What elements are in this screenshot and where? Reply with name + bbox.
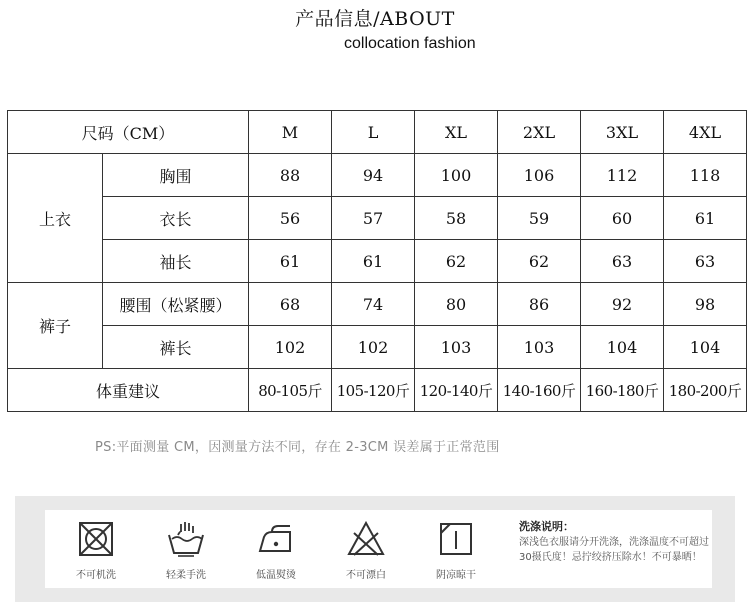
table-cell: 106 bbox=[498, 154, 581, 197]
size-table bbox=[7, 110, 747, 412]
table-cell: 103 bbox=[498, 326, 581, 369]
wash-title: 洗涤说明： bbox=[519, 520, 574, 533]
size-col-header: 2XL bbox=[498, 111, 581, 154]
weight-cell: 105-120斤 bbox=[332, 369, 415, 412]
wash-instructions bbox=[513, 510, 712, 588]
table-cell: 58 bbox=[415, 197, 498, 240]
table-row bbox=[8, 240, 747, 283]
table-cell: 102 bbox=[249, 326, 332, 369]
table-row bbox=[8, 197, 747, 240]
care-item bbox=[236, 510, 316, 588]
table-cell: 94 bbox=[332, 154, 415, 197]
shade-dry-icon bbox=[436, 519, 476, 559]
row-label: 袖长 bbox=[103, 240, 249, 283]
care-label: 不可漂白 bbox=[346, 570, 386, 581]
table-cell: 61 bbox=[332, 240, 415, 283]
care-item bbox=[326, 510, 406, 588]
table-cell: 63 bbox=[664, 240, 747, 283]
size-col-header: 4XL bbox=[664, 111, 747, 154]
care-item bbox=[56, 510, 136, 588]
table-cell: 61 bbox=[664, 197, 747, 240]
page-title: 产品信息/ABOUT bbox=[295, 8, 455, 30]
care-label: 低温熨烫 bbox=[256, 570, 296, 581]
table-cell: 61 bbox=[249, 240, 332, 283]
care-label: 阴凉晾干 bbox=[436, 570, 476, 581]
table-row bbox=[8, 283, 747, 326]
table-cell: 86 bbox=[498, 283, 581, 326]
table-row bbox=[8, 154, 747, 197]
table-cell: 60 bbox=[581, 197, 664, 240]
table-cell: 102 bbox=[332, 326, 415, 369]
table-cell: 68 bbox=[249, 283, 332, 326]
table-cell: 62 bbox=[498, 240, 581, 283]
care-panel bbox=[15, 496, 735, 602]
table-cell: 80 bbox=[415, 283, 498, 326]
size-col-header: L bbox=[332, 111, 415, 154]
table-cell: 103 bbox=[415, 326, 498, 369]
table-row bbox=[8, 326, 747, 369]
row-label: 胸围 bbox=[103, 154, 249, 197]
table-cell: 74 bbox=[332, 283, 415, 326]
care-label: 轻柔手洗 bbox=[166, 570, 206, 581]
page-subtitle: collocation fashion bbox=[344, 35, 476, 52]
weight-row bbox=[8, 369, 747, 412]
table-cell: 100 bbox=[415, 154, 498, 197]
weight-cell: 180-200斤 bbox=[664, 369, 747, 412]
size-col-header: M bbox=[249, 111, 332, 154]
row-label: 衣长 bbox=[103, 197, 249, 240]
low-temp-iron-icon bbox=[256, 519, 296, 559]
table-cell: 56 bbox=[249, 197, 332, 240]
weight-cell: 120-140斤 bbox=[415, 369, 498, 412]
weight-label: 体重建议 bbox=[8, 369, 249, 412]
table-cell: 112 bbox=[581, 154, 664, 197]
measurement-note: PS:平面测量 CM，因测量方法不同，存在 2-3CM 误差属于正常范围 bbox=[95, 440, 500, 455]
table-cell: 98 bbox=[664, 283, 747, 326]
size-col-header: 3XL bbox=[581, 111, 664, 154]
weight-cell: 80-105斤 bbox=[249, 369, 332, 412]
size-header-row bbox=[8, 111, 747, 154]
table-cell: 57 bbox=[332, 197, 415, 240]
row-label: 腰围（松紧腰） bbox=[103, 283, 249, 326]
group-label-pants: 裤子 bbox=[8, 283, 103, 369]
care-item bbox=[416, 510, 496, 588]
size-col-header: XL bbox=[415, 111, 498, 154]
care-icons bbox=[45, 510, 521, 588]
table-cell: 104 bbox=[664, 326, 747, 369]
table-cell: 59 bbox=[498, 197, 581, 240]
care-item bbox=[146, 510, 226, 588]
weight-cell: 140-160斤 bbox=[498, 369, 581, 412]
size-header-label: 尺码（CM） bbox=[8, 111, 249, 154]
gentle-hand-wash-icon bbox=[166, 519, 206, 559]
care-label: 不可机洗 bbox=[76, 570, 116, 581]
wash-text: 深浅色衣服请分开洗涤，洗涤温度不可超过30摄氏度！忌拧绞挤压除水！不可暴晒！ bbox=[519, 537, 709, 563]
no-machine-wash-icon bbox=[76, 519, 116, 559]
table-cell: 63 bbox=[581, 240, 664, 283]
table-cell: 92 bbox=[581, 283, 664, 326]
table-cell: 62 bbox=[415, 240, 498, 283]
table-cell: 118 bbox=[664, 154, 747, 197]
table-cell: 104 bbox=[581, 326, 664, 369]
group-label-top: 上衣 bbox=[8, 154, 103, 283]
table-cell: 88 bbox=[249, 154, 332, 197]
weight-cell: 160-180斤 bbox=[581, 369, 664, 412]
no-bleach-icon bbox=[346, 519, 386, 559]
row-label: 裤长 bbox=[103, 326, 249, 369]
